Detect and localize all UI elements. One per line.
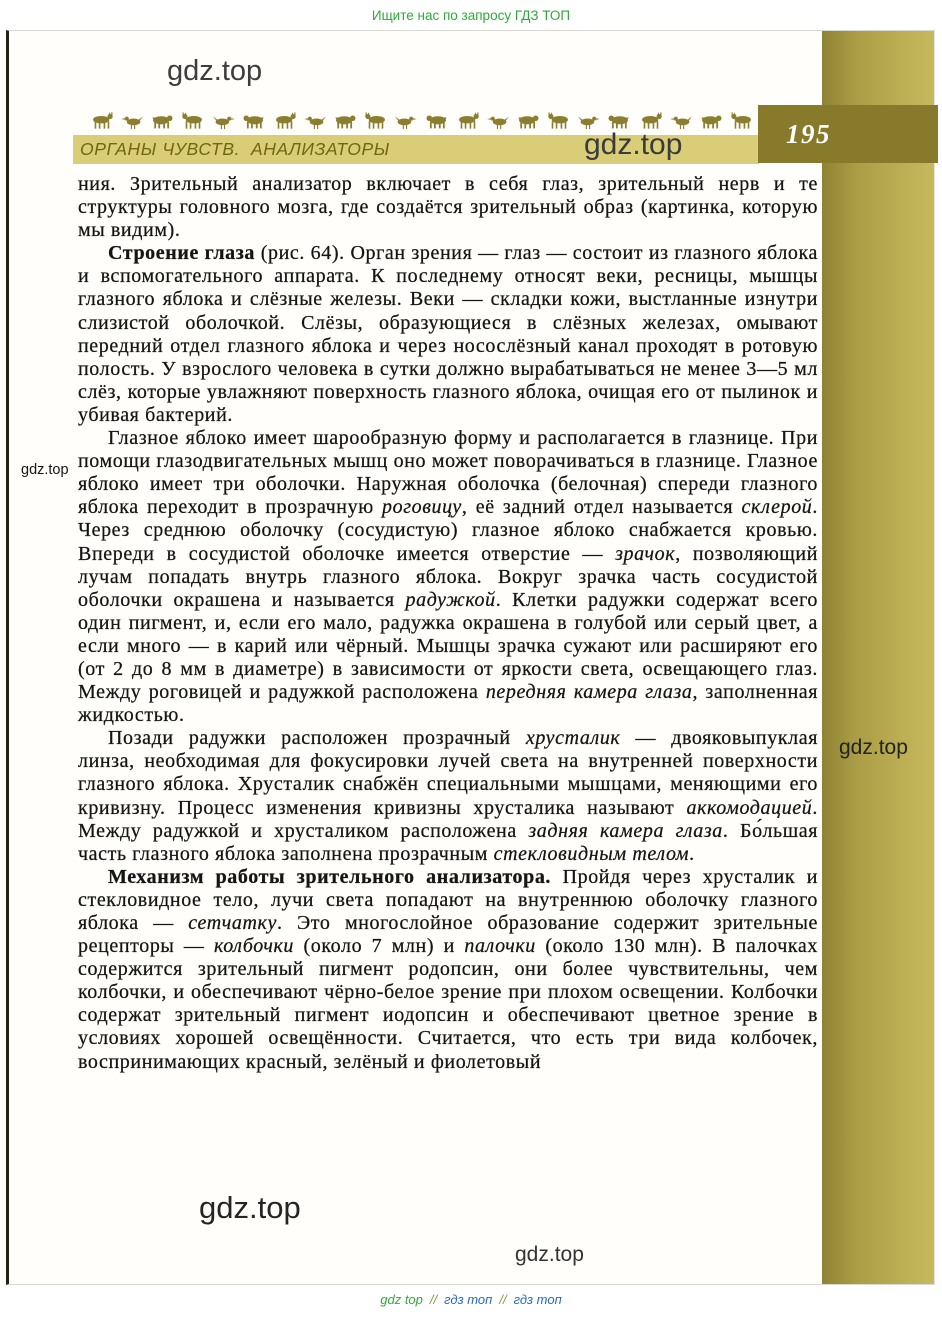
animal-icon [515,112,541,131]
animal-icon [149,112,175,131]
watermark: gdz.top [21,462,69,478]
animal-icon [698,112,724,131]
animal-icon [394,112,418,131]
paragraph: Позади радужки расположен прозрачный хрусталик — двояковыпуклая линза, необходимая для фокусировки лучей света на внутренней поверхности глазного яблока. Хрусталик снабжён специальными мышцами, меняющими его кривизну. Процесс изменения кривизны хрусталика называют аккомодацией. Между радужкой и хрусталиком расположена задняя камера глаза. Бо́льшая часть глазного яблока заполнена прозрачным стекловидным телом. [78,727,819,865]
top-banner-text: Ищите нас по запросу ГДЗ ТОП [371,7,571,23]
animal-icon [272,110,298,131]
animal-icon [546,110,572,131]
footer-link[interactable]: гдз топ [513,1292,562,1307]
animal-icon [455,110,481,131]
animal-icon [212,112,236,131]
animal-icon [241,112,267,131]
book-page [6,30,935,1285]
watermark: gdz.top [199,1190,301,1225]
footer-link[interactable]: gdz top [380,1292,423,1307]
paragraph: Механизм работы зрительного анализатора. Пройдя через хрусталик и стекловидное тело, лучи света попадают на внутреннюю оболочку глазного яблока — сетчатку. Это многослойное образование содержит зрительные рецепторы — колбочки (около 7 млн) и палочки (около 130 млн). В палочках содержится зрительный пигмент родопсин, они более чувствительны, чем колбочки, и обеспечивают чёрно-белое зрение при плохом освещении. Колбочки содержат зрительный пигмент иодопсин и обеспечивают цветное зрение в условиях хорошей освещённости. Считается, что есть три вида колбочек, воспринимающих красный, зелёный и фиолетовый [78,865,818,1073]
animal-icon [332,112,358,131]
animal-icon [120,112,144,131]
animal-icon [363,110,389,131]
footer-separator: // [499,1292,507,1307]
animal-frieze [89,104,755,131]
paragraph: Глазное яблоко имеет шарообразную форму и располагается в глазнице. При помощи глазодвигательных мышц оно может поворачиваться в глазнице. Глазное яблоко имеет три оболочки. Наружная оболочка (белочная) спереди глазного яблока переходит в прозрачную роговицу, её задний отдел называется склерой. Через среднюю оболочку (сосудистую) глазное яблоко снабжается кровью. Впереди в сосудистой оболочке имеется отверстие — зрачок, позволяющий лучам попадать внутрь глазного яблока. Вокруг зрачка часть сосудистой оболочки окрашена и называется радужкой. Клетки радужки содержат всего один пигмент, и, если его мало, радужка окрашена в голубой или серый цвет, а если много — в карий или чёрный. Мышцы зрачка сужают или расширяют его (от 2 до 8 мм в диаметре) в зависимости от яркости света, освещающего глаз. Между роговицей и радужкой расположена передняя камера глаза, заполненная жидкостью. [78,427,819,727]
animal-icon [303,112,327,131]
page-number: 195 [786,118,831,149]
right-edge-band [822,31,934,1284]
section-header: ОРГАНЫ ЧУВСТВ. АНАЛИЗАТОРЫ [80,139,390,159]
paragraph: ния. Зрительный анализатор включает в себя глаз, зрительный нерв и те структуры головного мозга, где создаётся зрительный образ (картинка, которую мы видим). [78,173,818,242]
footer-link[interactable]: гдз топ [444,1292,493,1307]
watermark: gdz.top [515,1243,584,1266]
animal-icon [486,112,510,131]
animal-icon [180,110,206,131]
animal-icon [424,112,450,131]
page-body-text [78,173,818,1074]
watermark: gdz.top [839,736,908,759]
watermark: gdz.top [584,128,683,161]
paragraph: Строение глаза (рис. 64). Орган зрения — глаз — состоит из глазного яблока и вспомогательного аппарата. К последнему относят веки, ресницы, мышцы глазного яблока и слёзные железы. Веки — складки кожи, выстланные изнутри слизистой оболочкой. Слёзы, образующиеся в слёзных железах, омывают передний отдел глазного яблока и через носослёзный канал проходят в ротовую полость. У взрослого человека в сутки должно вырабатываться не менее 3—5 мл слёз, которые увлажняют поверхность глазного яблока, очищая его от пылинок и убивая бактерий. [78,242,818,426]
top-banner [0,0,942,30]
animal-icon [729,110,755,131]
animal-icon [89,110,115,131]
watermark: gdz.top [167,55,263,87]
footer-links [0,1292,942,1307]
page-number-box [758,105,938,163]
footer-separator: // [429,1292,438,1307]
